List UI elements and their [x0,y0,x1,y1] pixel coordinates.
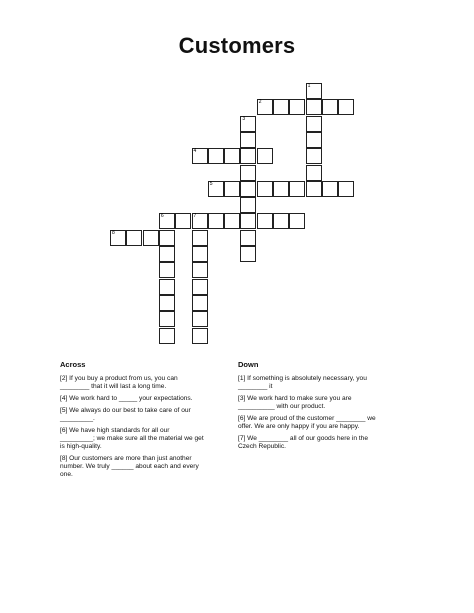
across-clue-2: [2] If you buy a product from us, you can ________ that it will last a long time. [60,375,178,391]
down-clue-3: [3] We work hard to make sure you are __________ with our product. [238,394,352,411]
clue-number: 3 [242,115,246,122]
grid-cell[interactable] [240,246,256,262]
grid-cell[interactable] [257,148,273,164]
grid-cell[interactable] [273,99,289,115]
down-clue-1: [1] If something is absolutely necessary, you ________ it [238,375,367,391]
grid-cell[interactable] [143,230,159,246]
grid-cell[interactable] [192,213,208,229]
grid-cell[interactable] [240,116,256,132]
across-clue-8: [8] Our customers are more than just another number. We truly ______ about each and every one. [60,454,199,479]
grid-cell[interactable] [192,246,208,262]
grid-cell[interactable] [192,328,208,344]
clue-number: 6 [160,213,164,220]
grid-cell[interactable] [159,279,175,295]
grid-cell[interactable] [240,132,256,148]
grid-cell[interactable] [159,213,175,229]
down-clues [238,360,438,455]
grid-cell[interactable] [224,181,240,197]
grid-cell[interactable] [192,295,208,311]
clue-number: 4 [193,148,197,155]
grid-cell[interactable] [110,230,126,246]
grid-cell[interactable] [240,197,256,213]
grid-cell[interactable] [338,181,354,197]
grid-cell[interactable] [322,181,338,197]
grid-cell[interactable] [306,116,322,132]
grid-cell[interactable] [289,213,305,229]
grid-cell[interactable] [240,181,256,197]
grid-cell[interactable] [289,99,305,115]
across-clues [60,360,260,483]
grid-cell[interactable] [159,262,175,278]
clue-number: 2 [258,99,262,106]
grid-cell[interactable] [257,99,273,115]
grid-cell[interactable] [273,213,289,229]
clue-number: 8 [112,229,115,236]
grid-cell[interactable] [240,148,256,164]
across-heading: Across [60,360,86,369]
grid-cell[interactable] [192,279,208,295]
grid-cell[interactable] [175,213,191,229]
grid-cell[interactable] [208,148,224,164]
grid-cell[interactable] [257,181,273,197]
across-clue-6: [6] We have high standards for all our _________; we make sure all the material we get is high-quality. [60,426,204,450]
grid-cell[interactable] [159,328,175,344]
across-clue-5: [5] We always do our best to take care of our _________. [60,406,191,422]
grid-cell[interactable] [257,213,273,229]
grid-cell[interactable] [306,99,322,115]
grid-cell[interactable] [306,83,322,99]
grid-cell[interactable] [289,181,305,197]
grid-cell[interactable] [224,148,240,164]
grid-cell[interactable] [159,230,175,246]
grid-cell[interactable] [159,246,175,262]
down-clue-7: [7] We ________ all of our goods here in the Czech Republic. [238,434,369,450]
grid-cell[interactable] [208,213,224,229]
grid-cell[interactable] [192,262,208,278]
grid-cell[interactable] [224,213,240,229]
grid-cell[interactable] [192,148,208,164]
grid-cell[interactable] [192,230,208,246]
grid-cell[interactable] [273,181,289,197]
grid-cell[interactable] [192,311,208,327]
grid-cell[interactable] [338,99,354,115]
grid-cell[interactable] [240,230,256,246]
grid-cell[interactable] [306,165,322,181]
down-heading: Down [238,360,259,369]
clue-number: 5 [209,180,213,187]
grid-cell[interactable] [306,132,322,148]
grid-cell[interactable] [208,181,224,197]
grid-cell[interactable] [322,99,338,115]
grid-cell[interactable] [306,148,322,164]
across-clue-4: [4] We work hard to _____ your expectations. [60,394,193,402]
down-clue-6: [6] We are proud of the customer ________ we offer. We are only happy if you are happy. [238,414,376,431]
grid-cell[interactable] [126,230,142,246]
grid-cell[interactable] [306,181,322,197]
grid-cell[interactable] [159,311,175,327]
clue-number: 7 [193,213,197,220]
grid-cell[interactable] [240,165,256,181]
clue-number: 1 [307,83,311,89]
grid-cell[interactable] [159,295,175,311]
puzzle-title: Customers [178,33,296,58]
grid-cell[interactable] [240,213,256,229]
